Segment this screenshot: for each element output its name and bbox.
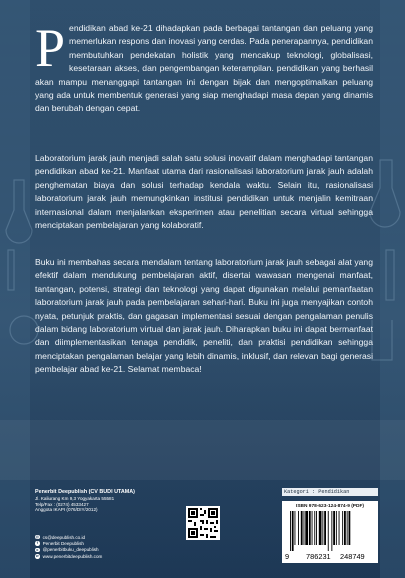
barcode-bar [324,511,326,545]
barcode-bar [344,511,346,545]
barcode-bars [288,511,372,553]
dropcap-letter: P [35,18,66,78]
barcode-prefix-digit: 9 [285,552,290,561]
facebook-icon: f [36,541,38,546]
publisher-info [35,489,205,513]
publisher-membership: Anggota IKAPI (076/DIY/2012) [35,507,98,513]
barcode-bar [347,511,348,545]
barcode-bar [316,511,317,545]
barcode-bar [328,511,329,551]
barcode-bar [290,511,291,551]
isbn-text: ISBN 978-623-124-874-9 (PDF) [296,504,364,509]
isbn-barcode [282,501,378,563]
publisher-phone: Telp/Fax : (0274) 4533427 [35,501,89,507]
category-label: Kategori : Pendidikan [282,488,378,496]
barcode-bar [331,511,332,551]
globe-icon: w [35,554,39,559]
barcode-bar [336,511,337,545]
blurb-paragraph-2: Laboratorium jarak jauh menjadi salah satu solusi inovatif dalam menghadapi tantangan pendidikan abad ke-21. Manfaat utama dari rasionalisasi laboratorium jarak jauh adalah penghematan biaya dan solusi terhadap kendala waktu. Selain itu, rasionalisasi laboratorium jarak jauh memungkinkan institusi pendidikan untuk menjalin kemitraan internasional dalam menjalankan eksperimen atau penelitian secara virtual sehingga menciptakan pembelajaran yang kolaboratif. [35,153,373,231]
barcode-bar [339,511,340,545]
contact-website: w www.penerbitdeepublish.com [35,553,103,559]
barcode-bar [295,511,296,545]
instagram-icon: o [36,547,39,552]
barcode-bar [314,511,315,545]
barcode-right-digits: 248749 [340,552,365,561]
contact-facebook: f Penerbit Deepublish [36,541,84,547]
email-icon: @ [35,534,39,539]
barcode-bar [309,511,311,545]
barcode-bar [305,511,308,545]
paragraph-1-text: endidikan abad ke-21 dihadapkan pada berbagai tantangan dan peluang yang memerlukan respons dan inovasi yang cerdas. Pada penerapannya, pendidikan membutuhkan pendekatan holistik yang mencakup teknologi, globalisasi, kesetaraan akses, dan pengembangan keterampilan. pendidikan yang berhasil akan mampu menanggapi tantangan ini dengan bijak dan mengoptimalkan peluang yang ada untuk membentuk generasi yang siap menghadapi masa depan yang dinamis dan berubah dengan cepat. [35,23,373,114]
publisher-address: Jl. Kaliurang Km 9,3 Yogyakarta 55581 [35,496,115,501]
barcode-bar [312,511,313,545]
barcode-bar [292,511,294,551]
barcode-bar [349,511,351,545]
barcode-bar [304,511,305,545]
qr-code [186,506,220,540]
publisher-name: Penerbit Deepublish (CV BUDI UTAMA) [35,489,135,495]
barcode-bar [319,511,322,545]
blurb-paragraph-3: Buku ini membahas secara mendalam tentang laboratorium jarak jauh sebagai alat yang efektif dalam mendukung pembelajaran aktif, disertai wawasan mengenai manfaat, tantangan, potensi, strategi dan teknologi yang dapat digunakan melalui pemanfaatan laboratorium jarak jauh pada pembelajaran sehari-hari. Buku ini juga menyajikan contoh nyata, petunjuk praktis, dan gagasan implementasi sesuai dengan pengalaman penulis dalam bidang laboratorium virtual dan jarak jauh. Diharapkan buku ini dapat bermanfaat dan diimplementasikan tenaga pendidik, peneliti, dan praktisi pendidikan sehingga menciptakan pengalaman belajar yang lebih dinamis, inklusif, dan relevan bagi generasi pembelajar abad ke-21. Selamat membaca! [35,257,373,375]
barcode-bar [301,511,303,545]
barcode-bar [298,511,299,545]
contact-instagram: o @penerbitbuku_deepublish [36,547,99,553]
barcode-bar [342,511,343,545]
contact-email: @ cs@deepublish.co.id [35,534,86,540]
barcode-bar [333,511,335,545]
barcode-bar [322,511,323,545]
barcode-left-digits: 786231 [306,552,331,561]
contact-list [35,534,195,560]
blurb-paragraph-1 [35,18,373,116]
